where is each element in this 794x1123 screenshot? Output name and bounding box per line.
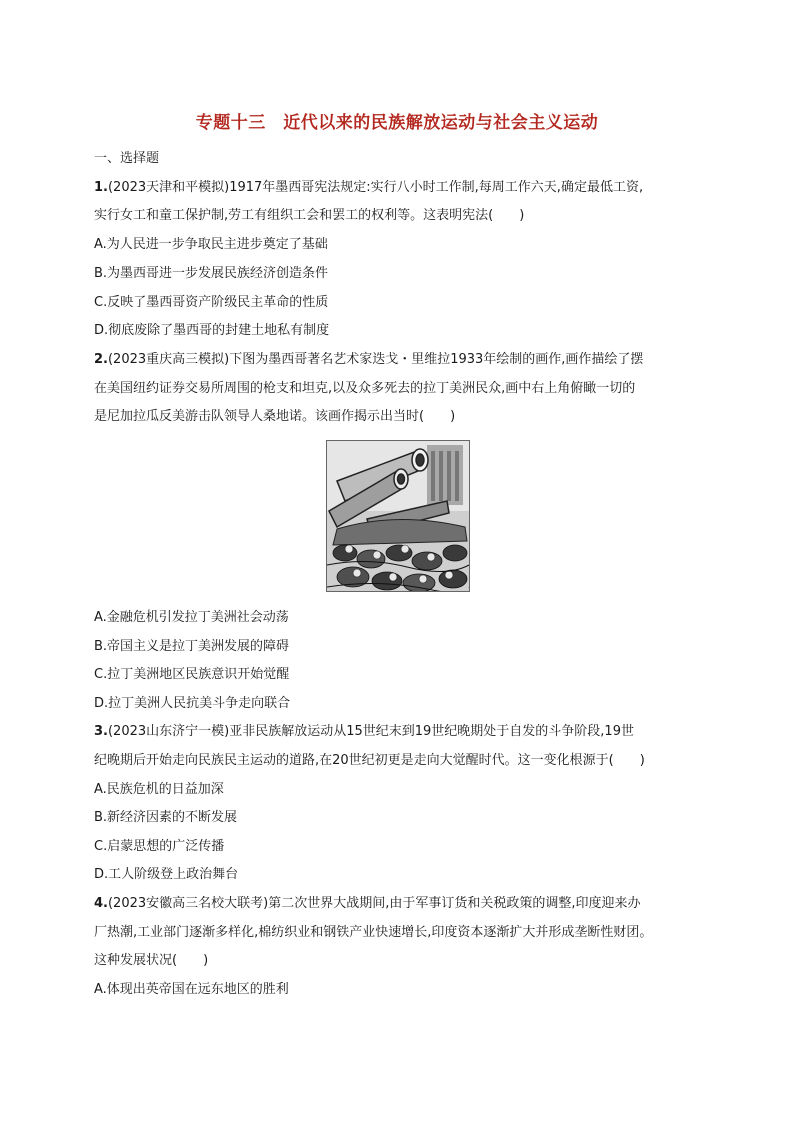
question-text: (2023山东济宁一模)亚非民族解放运动从15世纪末到19世纪晚期处于自发的斗争阶段,19世 [107,724,634,739]
q4-option-a[interactable]: A.体现出英帝国在远东地区的胜利 [94,982,289,997]
q3-option-a[interactable]: A.民族危机的日益加深 [94,782,224,797]
q2-option-d[interactable]: D.拉丁美洲人民抗美斗争走向联合 [94,696,291,711]
question-number: 2. [94,352,108,367]
question-text: (2023安徽高三名校大联考)第二次世界大战期间,由于军事订货和关税政策的调整,印度迎来办 [107,896,641,911]
section-heading: 一、选择题 [94,151,160,166]
painting-illustration [326,440,470,592]
question-2-stem-cont: 在美国纽约证券交易所周围的枪支和坦克,以及众多死去的拉丁美洲民众,画中右上角俯瞰一切的 [94,381,636,396]
question-4-stem [94,895,704,913]
question-text: (2023重庆高三模拟)下图为墨西哥著名艺术家迭戈・里维拉1933年绘制的画作,画作描绘了摆 [107,352,644,367]
question-4-stem-cont: 这种发展状况( ) [94,953,209,968]
page-title: 专题十三 近代以来的民族解放运动与社会主义运动 [195,113,599,133]
q3-option-b[interactable]: B.新经济因素的不断发展 [94,810,238,825]
q1-option-d[interactable]: D.彻底废除了墨西哥的封建土地私有制度 [94,323,330,338]
q3-option-d[interactable]: D.工人阶级登上政治舞台 [94,867,239,882]
q1-option-a[interactable]: A.为人民进一步争取民主进步奠定了基础 [94,237,328,252]
question-number: 1. [94,180,108,195]
question-3-stem-cont: 纪晚期后开始走向民族民主运动的道路,在20世纪初更是走向大觉醒时代。这一变化根源于( ) [94,753,645,768]
q2-option-b[interactable]: B.帝国主义是拉丁美洲发展的障碍 [94,639,290,654]
question-number: 3. [94,724,108,739]
question-3-stem [94,723,704,741]
question-1-stem-cont: 实行女工和童工保护制,劳工有组织工会和罢工的权利等。这表明宪法( ) [94,208,525,223]
q2-option-c[interactable]: C.拉丁美洲地区民族意识开始觉醒 [94,667,290,682]
question-2-stem-cont: 是尼加拉瓜反美游击队领导人桑地诺。该画作揭示出当时( ) [94,409,456,424]
q1-option-b[interactable]: B.为墨西哥进一步发展民族经济创造条件 [94,266,329,281]
question-2-stem [94,351,704,369]
question-4-stem-cont: 厂热潮,工业部门逐渐多样化,棉纺织业和钢铁产业快速增长,印度资本逐渐扩大并形成垄断性财团。 [94,925,653,940]
question-number: 4. [94,896,108,911]
question-1-stem [94,179,704,197]
question-text: (2023天津和平模拟)1917年墨西哥宪法规定:实行八小时工作制,每周工作六天,确定最低工资, [107,180,644,195]
q1-option-c[interactable]: C.反映了墨西哥资产阶级民主革命的性质 [94,295,329,310]
q3-option-c[interactable]: C.启蒙思想的广泛传播 [94,839,225,854]
q2-option-a[interactable]: A.金融危机引发拉丁美洲社会动荡 [94,610,289,625]
